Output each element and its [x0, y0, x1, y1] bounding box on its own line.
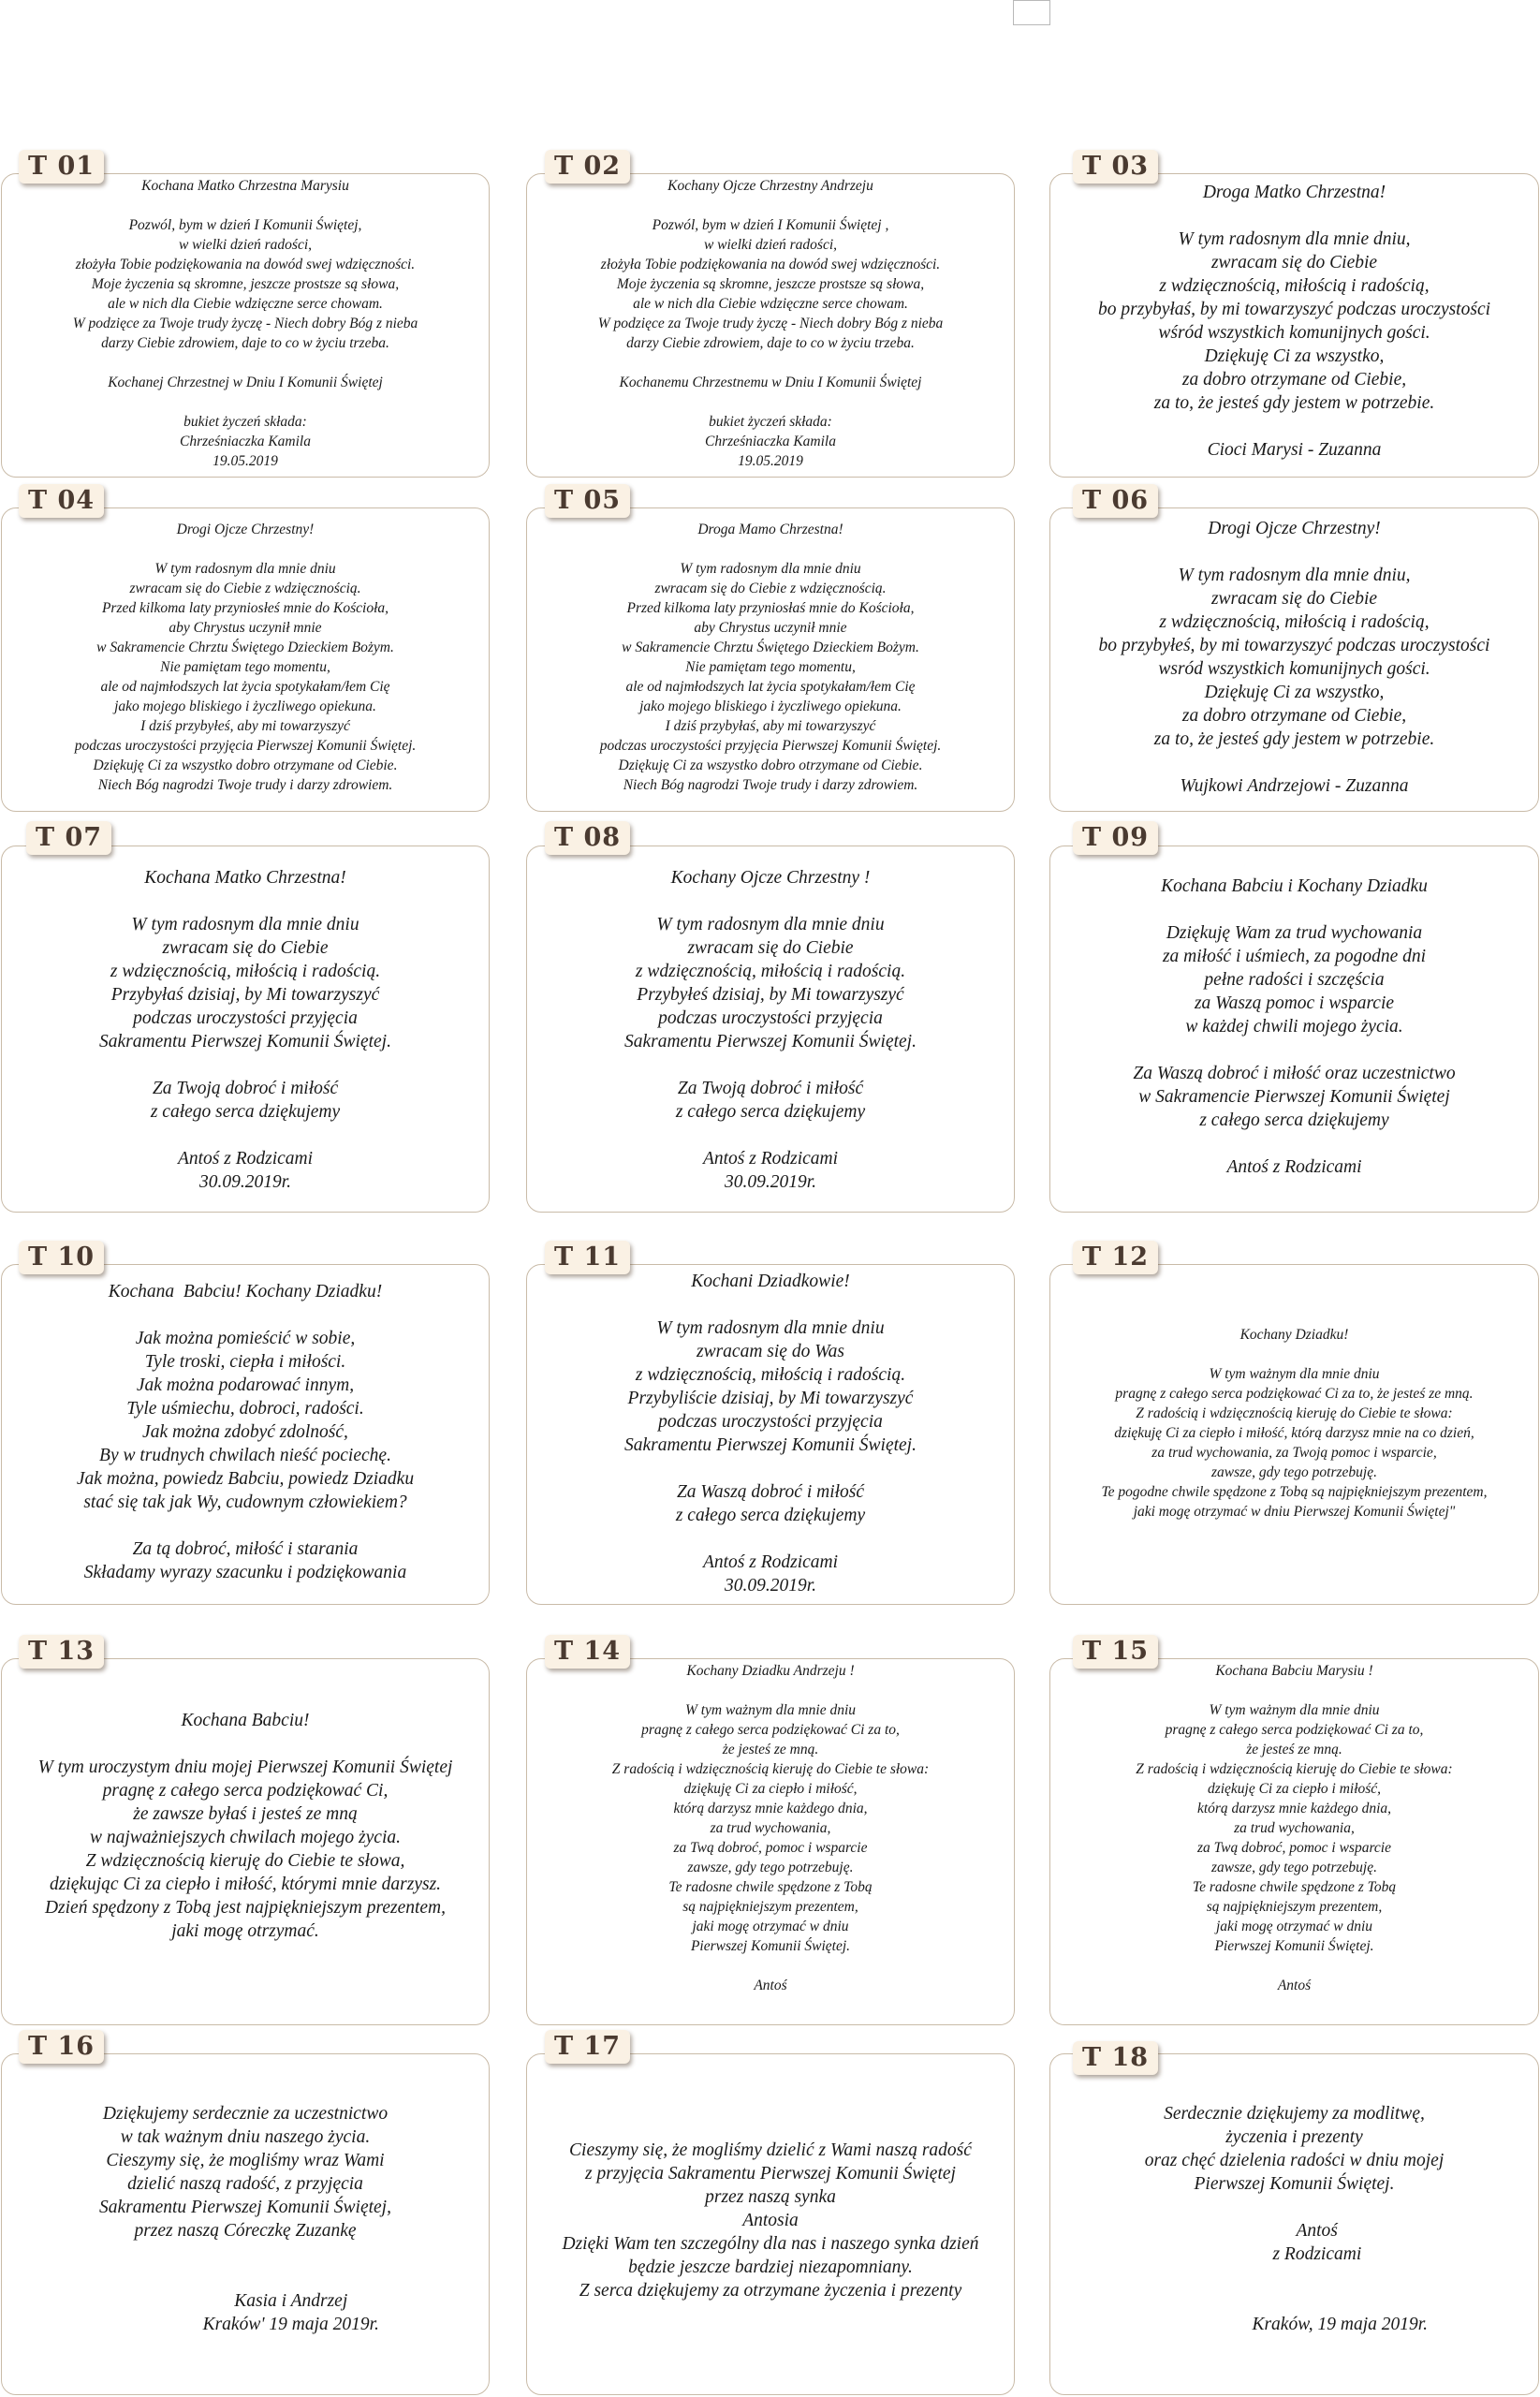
card-text: Kochani Dziadkowie! W tym radosnym dla mnie dniu zwracam się do Was z wdzięcznością, miłością i radością. Przybyliście dzisiaj, by Mi towarzyszyć podczas uroczystości przyjęcia Sakramentu Pierwszej Komunii Świętej. Za Waszą dobroć i miłość z całego serca dziękujemy Antoś z Rodzicami 30.09.2019r. — [624, 1272, 917, 1596]
top-marker-box — [1013, 0, 1050, 25]
card-label: T 06 — [1073, 484, 1158, 518]
card-text: Kochany Dziadku! W tym ważnym dla mnie dniu pragnę z całego serca podziękować Ci za to, że jesteś ze mną. Z radością i wdzięcznością kieruję do Ciebie te słowa: dziękuję Ci za ciepło i miłość, którą darzysz mnie na co dzień, za trud wychowania, za Twoją pomoc i wsparcie, zawsze, gdy tego potrzebuję. Te pogodne chwile spędzone z Tobą są najpiękniejszym prezentem, jaki mogę otrzymać w dniu Pierwszej Komunii Świętej" — [1101, 1327, 1488, 1520]
card-text: Kochana Babciu! Kochany Dziadku! Jak można pomieścić w sobie, Tyle troski, ciepła i miłości. Jak można podarować innym, Tyle uśmiechu, dobroci, radości. Jak można zdobyć zdolność, By w trudnych chwilach nieść pociechę. Jak można, powiedz Babciu, powiedz Dziadku stać się tak jak Wy, cudownym człowiekiem? Za tą dobroć, miłość i starania Składamy wyrazy szacunku i podziękowania — [76, 1282, 415, 1582]
card-label: T 15 — [1073, 1635, 1158, 1669]
card-label: T 08 — [545, 821, 630, 855]
card-label: T 12 — [1073, 1241, 1158, 1274]
card-label: T 03 — [1073, 150, 1158, 184]
card-label: T 07 — [26, 821, 111, 855]
card-label: T 05 — [545, 484, 630, 518]
card-text: Kochana Babciu! W tym uroczystym dniu mojej Pierwszej Komunii Świętej pragnę z całego serca podziękować Ci, że zawsze byłaś i jesteś ze mną w najważniejszych chwilach mojego życia. Z wdzięcznością kieruję do Ciebie te słowa, dziękując Ci za ciepło i miłość, którymi mnie darzysz. Dzień spędzony z Tobą jest najpiękniejszym prezentem, jaki mogę otrzymać. — [37, 1711, 453, 1941]
card-label: T 16 — [19, 2030, 104, 2064]
card-label: T 17 — [545, 2030, 630, 2064]
card-text: Cieszymy się, że mogliśmy dzielić z Wami naszą radość z przyjęcia Sakramentu Pierwszej Komunii Świętej przez naszą synka Antosia Dzięki Wam ten szczególny dla nas i naszego synka dzień będzie jeszcze bardziej niezapomniany. Z serca dziękujemy za otrzymane życzenia i prezenty — [562, 2140, 979, 2301]
card-label: T 10 — [19, 1241, 104, 1274]
card-text: Droga Mamo Chrzestna! W tym radosnym dla mnie dniu zwracam się do Ciebie z wdzięcznością. Przed kilkoma laty przyniosłaś mnie do Kościoła, aby Chrystus uczynił mnie w Sakramencie Chrztu Świętego Dzieckiem Bożym. Nie pamiętam tego momentu, ale od najmłodszych lat życia spotykałam/łem Cię jako mojego bliskiego i życzliwego opiekuna. I dziś przybyłaś, aby mi towarzyszyć podczas uroczystości przyjęcia Pierwszej Komunii Świętej. Dziękuję Ci za wszystko dobro otrzymane od Ciebie. Niech Bóg nagrodzi Twoje trudy i darzy zdrowiem. — [599, 522, 942, 793]
card-text: Kochany Dziadku Andrzeju ! W tym ważnym dla mnie dniu pragnę z całego serca podziękować Ci za to, że jesteś ze mną. Z radością i wdzięcznością kieruję do Ciebie te słowa: dziękuję Ci za ciepło i miłość, którą darzysz mnie każdego dnia, za trud wychowania, za Twą dobroć, pomoc i wsparcie zawsze, gdy tego potrzebuję. Te radosne chwile spędzone z Tobą są najpiękniejszym prezentem, jaki mogę otrzymać w dniu Pierwszej Komunii Świętej. Antoś — [611, 1663, 930, 1993]
card-text: Droga Matko Chrzestna! W tym radosnym dla mnie dniu, zwracam się do Ciebie z wdzięcznością, miłością i radością, bo przybyłaś, by mi towarzyszyć podczas uroczystości wśród wszystkich komunijnych gości. Dziękuję Ci za wszystko, za dobro otrzymane od Ciebie, za to, że jesteś gdy jestem w potrzebie. Cioci Marysi - Zuzanna — [1097, 183, 1491, 460]
card-text: Drogi Ojcze Chrzestny! W tym radosnym dla mnie dniu zwracam się do Ciebie z wdzięcznością. Przed kilkoma laty przyniosłeś mnie do Kościoła, aby Chrystus uczynił mnie w Sakramencie Chrztu Świętego Dzieckiem Bożym. Nie pamiętam tego momentu, ale od najmłodszych lat życia spotykałam/łem Cię jako mojego bliskiego i życzliwego opiekuna. I dziś przybyłeś, aby mi towarzyszyć podczas uroczystości przyjęcia Pierwszej Komunii Świętej. Dziękuję Ci za wszystko dobro otrzymane od Ciebie. Niech Bóg nagrodzi Twoje trudy i darzy zdrowiem. — [74, 522, 417, 793]
card-text: Serdecznie dziękujemy za modlitwę, życzenia i prezenty oraz chęć dzielenia radości w dniu mojej Pierwszej Komunii Świętej. Antoś z Rodzicami Kraków, 19 maja 2019r. — [1144, 2104, 1445, 2334]
card-label: T 04 — [19, 484, 104, 518]
card-text: Drogi Ojcze Chrzestny! W tym radosnym dla mnie dniu, zwracam się do Ciebie z wdzięcznością, miłością i radością, bo przybyłeś, by mi towarzyszyć podczas uroczystości wsród wszystkich komunijnych gości. Dziękuję Ci za wszystko, za dobro otrzymane od Ciebie, za to, że jesteś gdy jestem w potrzebie. Wujkowi Andrzejowi - Zuzanna — [1098, 519, 1490, 796]
card-text: Kochana Matko Chrzestna Marysiu Pozwól, bym w dzień I Komunii Świętej, w wielki dzień radości, złożyła Tobie podziękowania na dowód swej wdzięczności. Moje życzenia są skromne, jeszcze prostsze są słowa, ale w nich dla Ciebie wdzięczne serce chowam. W podzięce za Twoje trudy życzę - Niech dobry Bóg z nieba darzy Ciebie zdrowiem, daje to co w życiu trzeba. Kochanej Chrzestnej w Dniu I Komunii Świętej bukiet życzeń składa: Chrześniaczka Kamila 19.05.2019 — [72, 178, 418, 469]
card-label: T 01 — [19, 150, 104, 184]
card-label: T 11 — [545, 1241, 630, 1274]
card-text: Dziękujemy serdecznie za uczestnictwo w tak ważnym dniu naszego życia. Cieszymy się, że mogliśmy wraz Wami dzielić naszą radość, z przyjęcia Sakramentu Pierwszej Komunii Świętej, przez naszą Córeczkę Zuzankę Kasia i Andrzej Kraków' 19 maja 2019r. — [99, 2104, 391, 2334]
card-text: Kochana Babciu i Kochany Dziadku Dziękuję Wam za trud wychowania za miłość i uśmiech, za pogodne dni pełne radości i szczęścia za Waszą pomoc i wsparcie w każdej chwili mojego życia. Za Waszą dobroć i miłość oraz uczestnictwo w Sakramencie Pierwszej Komunii Świętej z całego serca dziękujemy Antoś z Rodzicami — [1133, 876, 1456, 1177]
card-text: Kochany Ojcze Chrzestny ! W tym radosnym dla mnie dniu zwracam się do Ciebie z wdzięcznością, miłością i radością. Przybyłeś dzisiaj, by Mi towarzyszyć podczas uroczystości przyjęcia Sakramentu Pierwszej Komunii Świętej. Za Twoją dobroć i miłość z całego serca dziękujemy Antoś z Rodzicami 30.09.2019r. — [624, 868, 917, 1192]
card-label: T 18 — [1073, 2041, 1158, 2075]
card-text: Kochana Babciu Marysiu ! W tym ważnym dla mnie dniu pragnę z całego serca podziękować Ci za to, że jesteś ze mną. Z radością i wdzięcznością kieruję do Ciebie te słowa: dziękuję Ci za ciepło i miłość, którą darzysz mnie każdego dnia, za trud wychowania, za Twą dobroć, pomoc i wsparcie zawsze, gdy tego potrzebuję. Te radosne chwile spędzone z Tobą są najpiękniejszym prezentem, jaki mogę otrzymać w dniu Pierwszej Komunii Świętej. Antoś — [1136, 1663, 1453, 1993]
card-text: Kochany Ojcze Chrzestny Andrzeju Pozwól, bym w dzień I Komunii Świętej , w wielki dzień radości, złożyła Tobie podziękowania na dowód swej wdzięczności. Moje życzenia są skromne, jeszcze prostsze są słowa, ale w nich dla Ciebie wdzięczne serce chowam. W podzięce za Twoje trudy życzę - Niech dobry Bóg z nieba darzy Ciebie zdrowiem, daje to co w życiu trzeba. Kochanemu Chrzestnemu w Dniu I Komunii Świętej bukiet życzeń składa: Chrześniaczka Kamila 19.05.2019 — [597, 178, 944, 469]
card-label: T 14 — [545, 1635, 630, 1669]
card-text: Kochana Matko Chrzestna! W tym radosnym dla mnie dniu zwracam się do Ciebie z wdzięcznością, miłością i radością. Przybyłaś dzisiaj, by Mi towarzyszyć podczas uroczystości przyjęcia Sakramentu Pierwszej Komunii Świętej. Za Twoją dobroć i miłość z całego serca dziękujemy Antoś z Rodzicami 30.09.2019r. — [99, 868, 391, 1192]
card-label: T 02 — [545, 150, 630, 184]
card-label: T 09 — [1073, 821, 1158, 855]
card-label: T 13 — [19, 1635, 104, 1669]
